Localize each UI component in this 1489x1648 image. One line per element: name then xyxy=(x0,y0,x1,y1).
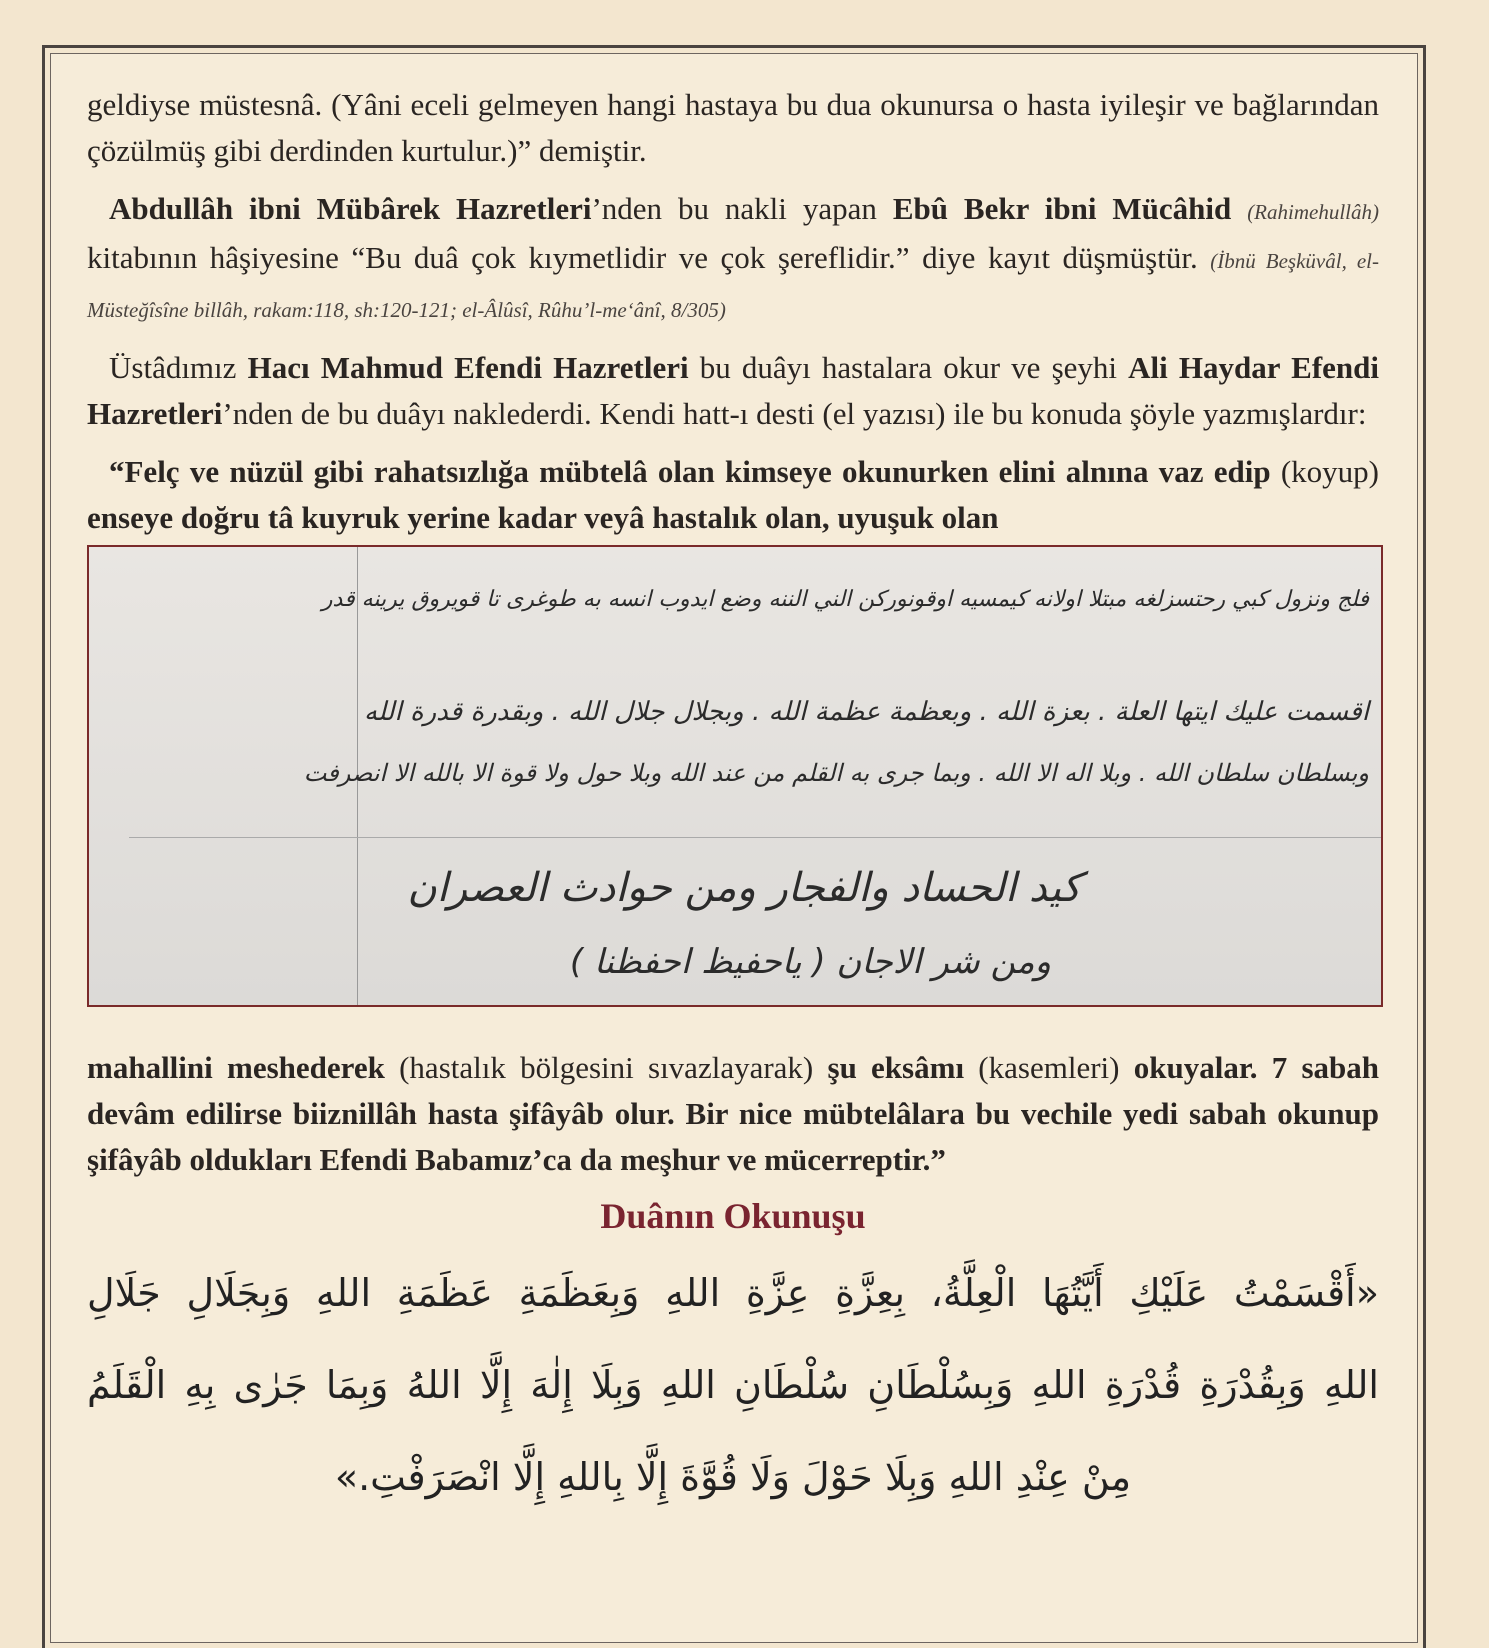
text: Üstâdımız xyxy=(109,350,248,385)
text: (koyup) xyxy=(1270,454,1379,489)
page-content xyxy=(87,82,1379,1523)
manuscript-rule xyxy=(129,837,1381,838)
text: (kasemleri) xyxy=(964,1050,1134,1085)
text: ’nden bu nakli yapan xyxy=(591,191,893,226)
manuscript-line: كيد الحساد والفجار ومن حوادث العصران xyxy=(407,865,1081,911)
text: geldiyse müstesnâ. (Yâni eceli gelmeyen hangi hastaya bu dua okunursa o hasta iyileşir ve bağlarından çözülmüş gibi derdinden kurtulur.)” demiştir. xyxy=(87,87,1379,168)
bold-name: Ebû Bekr ibni Mücâhid xyxy=(892,191,1232,226)
text: ’nden de bu duâyı naklederdi. Kendi hatt-ı desti (el yazısı) ile bu konuda şöyle yazmışlardır: xyxy=(222,396,1367,431)
manuscript-line: وبسلطان سلطان الله . وبلا اله الا الله . وبما جرى به القلم من عند الله وبلا حول ولا قوة الا بالله الا انصرفت xyxy=(303,759,1369,787)
arabic-line: اللهِ وَبِقُدْرَةِ قُدْرَةِ اللهِ وَبِسُلْطَانِ سُلْطَانِ اللهِ وَبِلَا إِلٰهَ إِلَّا اللهُ وَبِمَا جَرٰى بِهِ الْقَلَمُ xyxy=(87,1363,1379,1407)
bold-text: mahallini meshederek xyxy=(87,1050,385,1085)
paragraph-2 xyxy=(87,186,1379,333)
honorific: (Rahimehullâh) xyxy=(1247,200,1379,224)
bold-text: enseye doğru tâ kuyruk yerine kadar veyâ hastalık olan, uyuşuk olan xyxy=(87,500,999,535)
manuscript-line: اقسمت عليك ايتها العلة . بعزة الله . وبعظمة عظمة الله . وبجلال جلال الله . وبقدرة قدرة الله xyxy=(364,697,1369,727)
bold-text: okuyalar. 7 sabah devâm edilirse biiznillâh hasta şifâyâb olur. Bir nice mübtelâlara bu vechile yedi sabah okunup şifâyâb oldukları Efendi Babamız’ca da meşhur ve mücerreptir.” xyxy=(87,1050,1380,1177)
manuscript-line: ومن شر الاجان ( ياحفيظ احفظنا ) xyxy=(569,942,1051,982)
text: kitabının hâşiyesine “Bu duâ çok kıymetlidir ve çok şereflidir.” diye kayıt düşmüştür. xyxy=(87,240,1211,275)
section-heading: Duânın Okunuşu xyxy=(600,1196,866,1236)
manuscript-line: فلج ونزول كبي رحتسزلغه مبتلا اولانه كيمسيه اوقونوركن الني الننه وضع ايدوب انسه به طوغرى تا قويروق يرينه قدر xyxy=(321,587,1369,612)
text: (hastalık bölgesini sıvazlayarak) xyxy=(384,1050,828,1085)
paragraph-5 xyxy=(87,1045,1379,1183)
paragraph-3 xyxy=(87,345,1379,437)
bold-text: şu eksâmı xyxy=(827,1050,965,1085)
arabic-line: مِنْ عِنْدِ اللهِ وَبِلَا حَوْلَ وَلَا قُوَّةَ إِلَّا بِاللهِ إِلَّا انْصَرَفْتِ.» xyxy=(334,1455,1132,1499)
paragraph-4 xyxy=(87,449,1379,541)
arabic-line: «أَقْسَمْتُ عَلَيْكِ أَيَّتُهَا الْعِلَّةُ، بِعِزَّةِ عِزَّةِ اللهِ وَبِعَظَمَةِ عَظَمَةِ اللهِ وَبِجَلَالِ جَلَالِ xyxy=(87,1271,1379,1315)
paragraph-1 xyxy=(87,82,1379,174)
bold-name: Hacı Mahmud Efendi Hazretleri xyxy=(247,350,689,385)
citation: (İbnü Beşküvâl, el-Müsteğîsîne billâh, rakam:118, sh:120-121; el-Âlûsî, Rûhu’l-me‘ânî, 8/305) xyxy=(87,249,1379,322)
bold-name: Abdullâh ibni Mübârek Hazretleri xyxy=(109,191,592,226)
text: bu duâyı hastalara okur ve şeyhi xyxy=(688,350,1129,385)
bold-name: Ali Haydar Efendi Hazretleri xyxy=(87,350,1379,431)
handwritten-manuscript-image xyxy=(87,545,1383,1007)
bold-text: “Felç ve nüzül gibi rahatsızlığa mübtelâ olan kimseye okunurken elini alnına vaz edip xyxy=(109,454,1271,489)
